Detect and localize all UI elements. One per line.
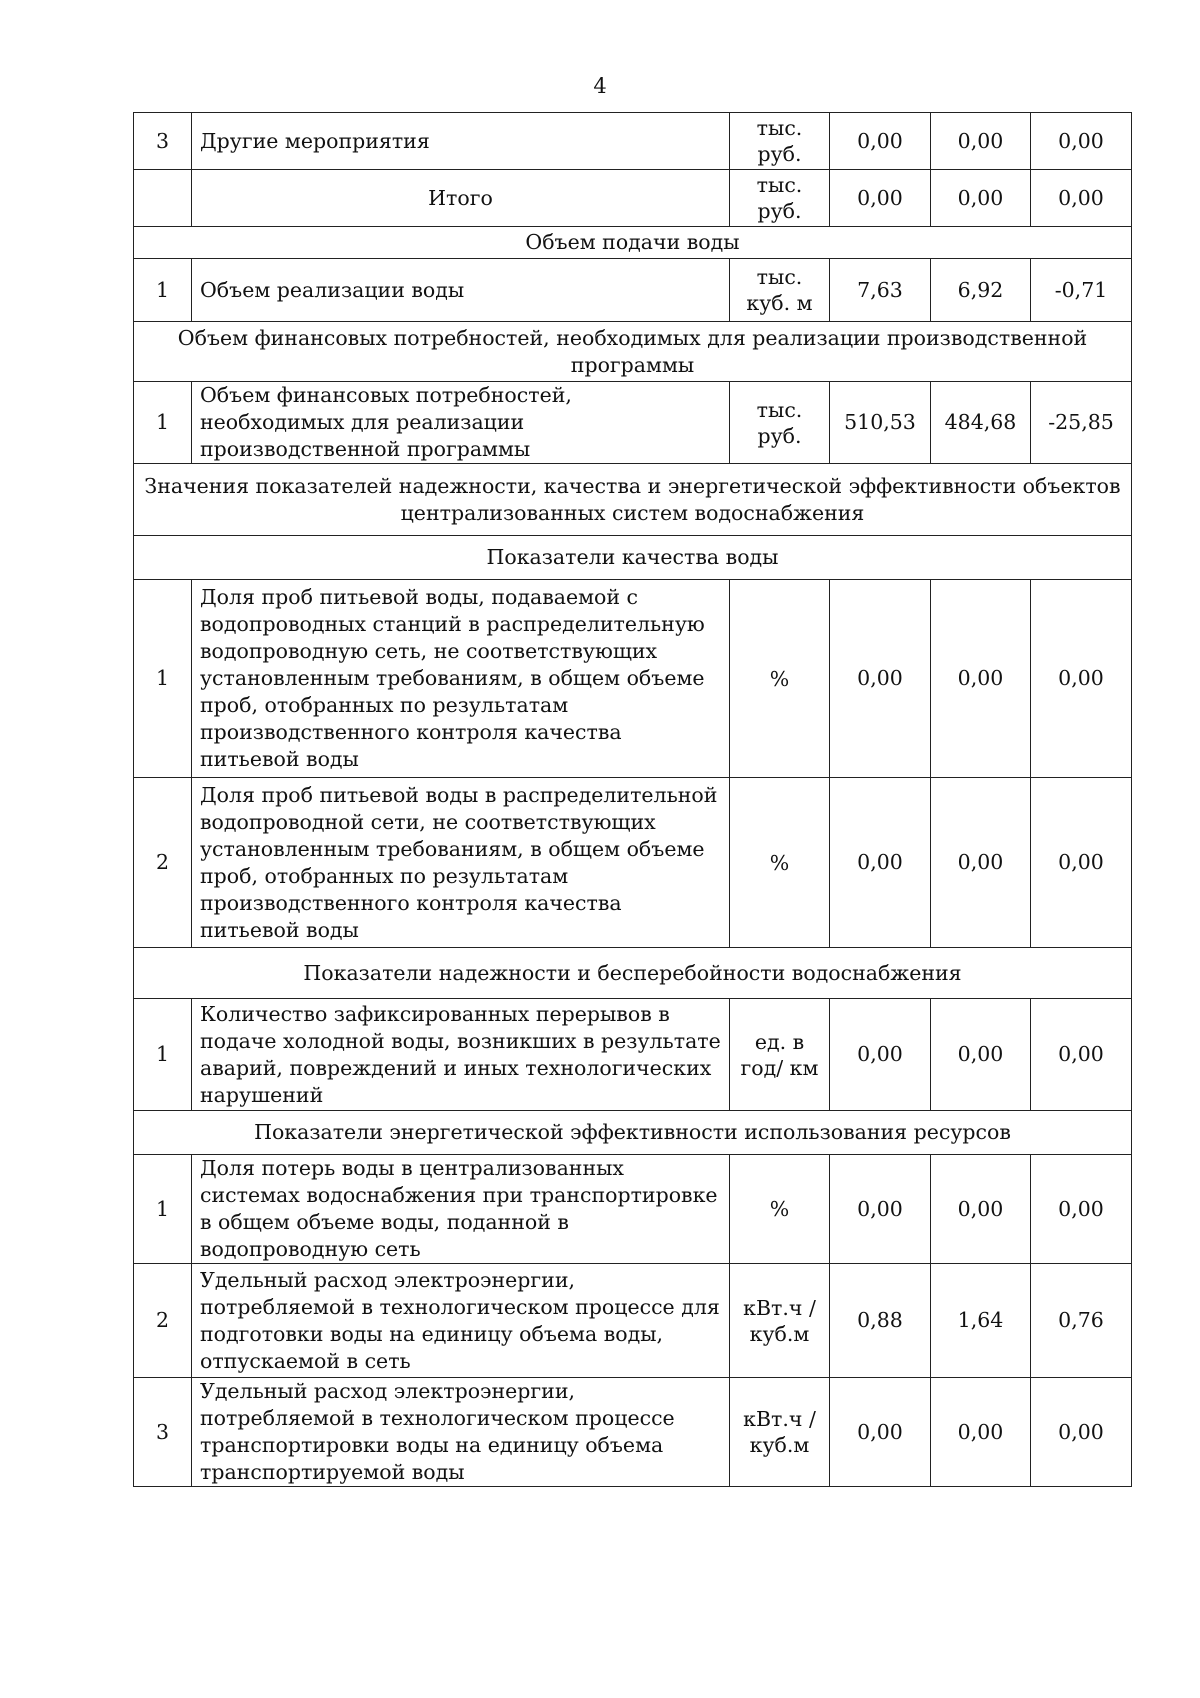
row-value-2: 0,00 — [931, 999, 1031, 1111]
row-value-1: 0,00 — [830, 580, 931, 778]
row-value-3: 0,00 — [1031, 113, 1132, 170]
row-number — [134, 170, 192, 227]
row-value-3: 0,00 — [1031, 580, 1132, 778]
row-value-2: 6,92 — [931, 259, 1031, 322]
section-row — [134, 1111, 1132, 1155]
section-heading: Показатели энергетической эффективности использования ресурсов — [134, 1111, 1132, 1155]
section-row — [134, 227, 1132, 259]
section-heading: Значения показателей надежности, качества и энергетической эффективности объектов централизованных систем водоснабжения — [134, 464, 1132, 536]
row-description: Количество зафиксированных перерывов в подаче холодной воды, возникших в результате аварий, повреждений и иных технологических нарушений — [192, 999, 730, 1111]
row-unit: % — [730, 778, 830, 948]
row-unit: кВт.ч / куб.м — [730, 1264, 830, 1378]
table-row — [134, 1264, 1132, 1378]
row-value-2: 0,00 — [931, 580, 1031, 778]
row-value-2: 484,68 — [931, 382, 1031, 464]
row-unit: ед. в год/ км — [730, 999, 830, 1111]
section-row — [134, 536, 1132, 580]
row-number: 1 — [134, 382, 192, 464]
section-row — [134, 948, 1132, 999]
row-description: Доля потерь воды в централизованных системах водоснабжения при транспортировке в общем объеме воды, поданной в водопроводную сеть — [192, 1155, 730, 1264]
row-value-1: 7,63 — [830, 259, 931, 322]
row-value-3: 0,00 — [1031, 170, 1132, 227]
total-label: Итого — [192, 170, 730, 227]
section-row — [134, 464, 1132, 536]
table-row — [134, 778, 1132, 948]
row-unit: тыс. руб. — [730, 113, 830, 170]
table-row — [134, 1155, 1132, 1264]
row-unit: кВт.ч / куб.м — [730, 1378, 830, 1487]
row-value-1: 0,00 — [830, 113, 931, 170]
row-number: 1 — [134, 999, 192, 1111]
row-unit: тыс. руб. — [730, 382, 830, 464]
row-description: Объем реализации воды — [192, 259, 730, 322]
table-row — [134, 259, 1132, 322]
row-value-1: 0,00 — [830, 1378, 931, 1487]
total-row — [134, 170, 1132, 227]
row-value-3: 0,00 — [1031, 999, 1132, 1111]
row-value-1: 0,00 — [830, 1155, 931, 1264]
table-row — [134, 580, 1132, 778]
row-number: 2 — [134, 778, 192, 948]
row-number: 3 — [134, 113, 192, 170]
row-unit: тыс. куб. м — [730, 259, 830, 322]
row-value-2: 0,00 — [931, 113, 1031, 170]
row-value-1: 0,00 — [830, 778, 931, 948]
row-number: 1 — [134, 259, 192, 322]
row-value-3: 0,00 — [1031, 1378, 1132, 1487]
row-value-1: 0,88 — [830, 1264, 931, 1378]
row-number: 2 — [134, 1264, 192, 1378]
section-heading: Показатели надежности и бесперебойности водоснабжения — [134, 948, 1132, 999]
row-description: Удельный расход электроэнергии, потребляемой в технологическом процессе для подготовки воды на единицу объема воды, отпускаемой в сеть — [192, 1264, 730, 1378]
row-description: Другие мероприятия — [192, 113, 730, 170]
row-value-2: 0,00 — [931, 1155, 1031, 1264]
row-number: 1 — [134, 1155, 192, 1264]
row-value-3: 0,00 — [1031, 1155, 1132, 1264]
table-row — [134, 999, 1132, 1111]
row-value-3: -25,85 — [1031, 382, 1132, 464]
row-value-2: 0,00 — [931, 170, 1031, 227]
table-row — [134, 1378, 1132, 1487]
row-value-3: 0,00 — [1031, 778, 1132, 948]
row-description: Удельный расход электроэнергии, потребляемой в технологическом процессе транспортировки воды на единицу объема транспортируемой воды — [192, 1378, 730, 1487]
row-value-1: 0,00 — [830, 170, 931, 227]
row-number: 3 — [134, 1378, 192, 1487]
indicators-table — [133, 112, 1132, 1487]
row-unit: % — [730, 580, 830, 778]
row-value-1: 0,00 — [830, 999, 931, 1111]
page-number: 4 — [593, 74, 607, 98]
row-value-1: 510,53 — [830, 382, 931, 464]
table-row — [134, 382, 1132, 464]
row-value-2: 1,64 — [931, 1264, 1031, 1378]
row-unit: тыс. руб. — [730, 170, 830, 227]
section-row — [134, 322, 1132, 382]
row-description: Объем финансовых потребностей, необходимых для реализации производственной программы — [192, 382, 730, 464]
section-heading: Объем финансовых потребностей, необходимых для реализации производственной программы — [134, 322, 1132, 382]
row-unit: % — [730, 1155, 830, 1264]
section-heading: Объем подачи воды — [134, 227, 1132, 259]
row-description: Доля проб питьевой воды, подаваемой с водопроводных станций в распределительную водопроводную сеть, не соответствующих установленным требованиям, в общем объеме проб, отобранных по результатам производственного контроля качества питьевой воды — [192, 580, 730, 778]
row-value-2: 0,00 — [931, 1378, 1031, 1487]
row-value-3: 0,76 — [1031, 1264, 1132, 1378]
section-heading: Показатели качества воды — [134, 536, 1132, 580]
row-number: 1 — [134, 580, 192, 778]
table-row — [134, 113, 1132, 170]
row-description: Доля проб питьевой воды в распределительной водопроводной сети, не соответствующих установленным требованиям, в общем объеме проб, отобранных по результатам производственного контроля качества питьевой воды — [192, 778, 730, 948]
row-value-2: 0,00 — [931, 778, 1031, 948]
row-value-3: -0,71 — [1031, 259, 1132, 322]
